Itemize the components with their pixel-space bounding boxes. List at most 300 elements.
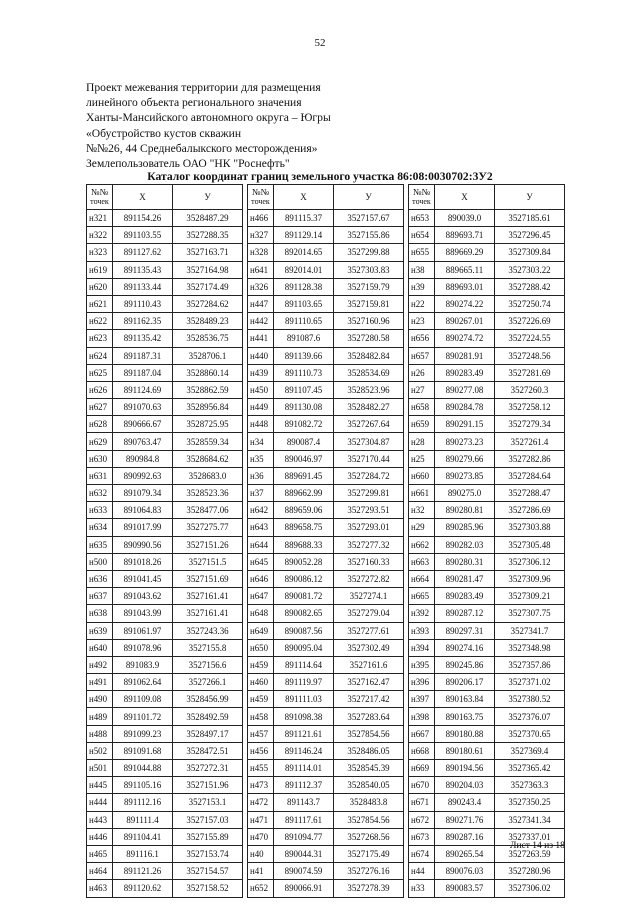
table-row bbox=[87, 708, 243, 725]
table-row bbox=[409, 433, 565, 450]
table-row bbox=[248, 845, 404, 862]
y-coordinate-cell: 3528472.51 bbox=[173, 742, 243, 759]
point-id-cell: н672 bbox=[409, 811, 435, 828]
x-coordinate-cell: 890243.4 bbox=[435, 794, 495, 811]
y-coordinate-cell: 3527341.7 bbox=[495, 622, 565, 639]
x-coordinate-cell: 890279.66 bbox=[435, 450, 495, 467]
point-id-cell: н460 bbox=[248, 674, 274, 691]
table-row bbox=[409, 364, 565, 381]
table-row bbox=[409, 588, 565, 605]
header-line: №№26, 44 Среднебалыкского месторождения» bbox=[86, 141, 318, 155]
x-coordinate-cell: 890265.54 bbox=[435, 845, 495, 862]
x-coordinate-cell: 889691.45 bbox=[274, 467, 334, 484]
point-id-cell: н662 bbox=[409, 536, 435, 553]
table-row bbox=[87, 485, 243, 502]
x-coordinate-cell: 890206.17 bbox=[435, 674, 495, 691]
y-coordinate-cell: 3527306.12 bbox=[495, 553, 565, 570]
y-coordinate-cell: 3527156.6 bbox=[173, 656, 243, 673]
table-row bbox=[409, 399, 565, 416]
y-coordinate-cell: 3528482.27 bbox=[334, 399, 404, 416]
y-coordinate-cell: 3527154.57 bbox=[173, 863, 243, 880]
x-coordinate-cell: 889659.06 bbox=[274, 502, 334, 519]
x-coordinate-cell: 890087.56 bbox=[274, 622, 334, 639]
x-coordinate-cell: 891109.08 bbox=[113, 691, 173, 708]
x-coordinate-cell: 890287.12 bbox=[435, 605, 495, 622]
table-row bbox=[248, 777, 404, 794]
table-row bbox=[248, 313, 404, 330]
table-row bbox=[87, 210, 243, 227]
point-id-cell: н667 bbox=[409, 725, 435, 742]
point-id-cell: н658 bbox=[409, 399, 435, 416]
x-coordinate-cell: 890087.4 bbox=[274, 433, 334, 450]
point-id-cell: н489 bbox=[87, 708, 113, 725]
point-id-cell: н650 bbox=[248, 639, 274, 656]
point-id-cell: н472 bbox=[248, 794, 274, 811]
point-id-cell: н396 bbox=[409, 674, 435, 691]
point-id-cell: н44 bbox=[409, 863, 435, 880]
table-row bbox=[409, 244, 565, 261]
table-row bbox=[248, 794, 404, 811]
x-coordinate-cell: 890273.23 bbox=[435, 433, 495, 450]
table-row bbox=[87, 639, 243, 656]
x-coordinate-cell: 891133.44 bbox=[113, 278, 173, 295]
table-row bbox=[87, 227, 243, 244]
table-row bbox=[409, 605, 565, 622]
point-id-cell: н464 bbox=[87, 863, 113, 880]
x-coordinate-cell: 891082.72 bbox=[274, 416, 334, 433]
x-coordinate-cell: 890273.85 bbox=[435, 467, 495, 484]
y-coordinate-cell: 3527288.35 bbox=[173, 227, 243, 244]
point-id-cell: н463 bbox=[87, 880, 113, 897]
y-coordinate-cell: 3527159.81 bbox=[334, 295, 404, 312]
point-id-cell: н491 bbox=[87, 674, 113, 691]
x-coordinate-cell: 891135.43 bbox=[113, 261, 173, 278]
point-id-cell: н634 bbox=[87, 519, 113, 536]
point-header-line2: точек bbox=[251, 197, 270, 206]
x-coordinate-cell: 891094.77 bbox=[274, 828, 334, 845]
y-coordinate-cell: 3527305.48 bbox=[495, 536, 565, 553]
point-id-cell: н626 bbox=[87, 381, 113, 398]
table-row bbox=[248, 399, 404, 416]
y-coordinate-cell: 3527268.56 bbox=[334, 828, 404, 845]
y-coordinate-cell: 3527275.77 bbox=[173, 519, 243, 536]
point-id-cell: н322 bbox=[87, 227, 113, 244]
x-coordinate-cell: 889658.75 bbox=[274, 519, 334, 536]
table-header-row bbox=[87, 185, 243, 210]
table-row bbox=[409, 210, 565, 227]
y-coordinate-cell: 3527224.55 bbox=[495, 330, 565, 347]
y-coordinate-cell: 3527296.45 bbox=[495, 227, 565, 244]
point-id-cell: н471 bbox=[248, 811, 274, 828]
point-id-cell: н648 bbox=[248, 605, 274, 622]
y-coordinate-cell: 3527369.4 bbox=[495, 742, 565, 759]
y-coordinate-cell: 3527341.34 bbox=[495, 811, 565, 828]
y-coordinate-cell: 3527243.36 bbox=[173, 622, 243, 639]
y-coordinate-cell: 3527151.5 bbox=[173, 553, 243, 570]
y-column-header: У bbox=[495, 185, 565, 210]
x-coordinate-cell: 891187.04 bbox=[113, 364, 173, 381]
x-column-header: X bbox=[113, 185, 173, 210]
y-coordinate-cell: 3528523.96 bbox=[334, 381, 404, 398]
table-row bbox=[87, 450, 243, 467]
table-row bbox=[87, 330, 243, 347]
y-coordinate-cell: 3527155.8 bbox=[173, 639, 243, 656]
y-coordinate-cell: 3527286.69 bbox=[495, 502, 565, 519]
table-row bbox=[87, 536, 243, 553]
y-coordinate-cell: 3527155.86 bbox=[334, 227, 404, 244]
table-row bbox=[87, 880, 243, 897]
y-coordinate-cell: 3527157.67 bbox=[334, 210, 404, 227]
point-id-cell: н488 bbox=[87, 725, 113, 742]
y-coordinate-cell: 3527299.81 bbox=[334, 485, 404, 502]
table-row bbox=[248, 330, 404, 347]
table-row bbox=[248, 227, 404, 244]
table-row bbox=[87, 760, 243, 777]
x-coordinate-cell: 891018.26 bbox=[113, 553, 173, 570]
x-coordinate-cell: 891098.38 bbox=[274, 708, 334, 725]
x-coordinate-cell: 890763.47 bbox=[113, 433, 173, 450]
y-coordinate-cell: 3527151.26 bbox=[173, 536, 243, 553]
x-coordinate-cell: 891105.16 bbox=[113, 777, 173, 794]
y-coordinate-cell: 3527153.1 bbox=[173, 794, 243, 811]
table-row bbox=[87, 416, 243, 433]
x-coordinate-cell: 891143.7 bbox=[274, 794, 334, 811]
y-coordinate-cell: 3528477.06 bbox=[173, 502, 243, 519]
y-coordinate-cell: 3527284.62 bbox=[173, 295, 243, 312]
point-id-cell: н446 bbox=[87, 828, 113, 845]
table-row bbox=[409, 295, 565, 312]
x-coordinate-cell: 890204.03 bbox=[435, 777, 495, 794]
point-id-cell: н455 bbox=[248, 760, 274, 777]
y-coordinate-cell: 3527277.61 bbox=[334, 622, 404, 639]
table-row bbox=[248, 416, 404, 433]
header-line: Проект межевания территории для размещения bbox=[86, 81, 321, 94]
y-coordinate-cell: 3527226.69 bbox=[495, 313, 565, 330]
point-id-cell: н449 bbox=[248, 399, 274, 416]
y-coordinate-cell: 3527309.21 bbox=[495, 588, 565, 605]
point-id-cell: н466 bbox=[248, 210, 274, 227]
x-coordinate-cell: 890194.56 bbox=[435, 760, 495, 777]
table-row bbox=[409, 519, 565, 536]
point-id-cell: н643 bbox=[248, 519, 274, 536]
point-id-cell: н28 bbox=[409, 433, 435, 450]
table-row bbox=[409, 691, 565, 708]
x-coordinate-cell: 891121.26 bbox=[113, 863, 173, 880]
point-id-cell: н448 bbox=[248, 416, 274, 433]
x-coordinate-cell: 891101.72 bbox=[113, 708, 173, 725]
point-id-cell: н636 bbox=[87, 570, 113, 587]
header-line: Землепользователь ОАО "НК "Роснефть" bbox=[86, 157, 290, 171]
coordinate-table bbox=[86, 184, 243, 898]
y-coordinate-cell: 3527161.41 bbox=[173, 588, 243, 605]
point-id-cell: н473 bbox=[248, 777, 274, 794]
point-id-cell: н465 bbox=[87, 845, 113, 862]
point-id-cell: н641 bbox=[248, 261, 274, 278]
header-line: Ханты-Мансийского автономного округа – Югры bbox=[86, 111, 331, 125]
y-coordinate-cell: 3527371.02 bbox=[495, 674, 565, 691]
table-row bbox=[87, 691, 243, 708]
x-coordinate-cell: 889669.29 bbox=[435, 244, 495, 261]
y-coordinate-cell: 3527276.16 bbox=[334, 863, 404, 880]
y-column-header: У bbox=[334, 185, 404, 210]
table-row bbox=[409, 330, 565, 347]
y-coordinate-cell: 3527288.42 bbox=[495, 278, 565, 295]
y-coordinate-cell: 3527307.75 bbox=[495, 605, 565, 622]
table-row bbox=[87, 674, 243, 691]
y-coordinate-cell: 3527380.52 bbox=[495, 691, 565, 708]
x-coordinate-cell: 890044.31 bbox=[274, 845, 334, 862]
table-row bbox=[248, 364, 404, 381]
table-row bbox=[87, 777, 243, 794]
point-id-cell: н492 bbox=[87, 656, 113, 673]
x-coordinate-cell: 891128.38 bbox=[274, 278, 334, 295]
point-id-cell: н442 bbox=[248, 313, 274, 330]
x-coordinate-cell: 891099.23 bbox=[113, 725, 173, 742]
table-row bbox=[248, 210, 404, 227]
table-row bbox=[409, 742, 565, 759]
point-id-cell: н456 bbox=[248, 742, 274, 759]
table-row bbox=[409, 347, 565, 364]
table-row bbox=[87, 244, 243, 261]
table-row bbox=[87, 605, 243, 622]
point-header-line1: №№ bbox=[412, 187, 431, 197]
x-coordinate-cell: 891162.35 bbox=[113, 313, 173, 330]
x-coordinate-cell: 890274.72 bbox=[435, 330, 495, 347]
y-coordinate-cell: 3527282.86 bbox=[495, 450, 565, 467]
x-coordinate-cell: 890074.59 bbox=[274, 863, 334, 880]
x-coordinate-cell: 890992.63 bbox=[113, 467, 173, 484]
coordinate-tables bbox=[86, 184, 574, 898]
table-row bbox=[248, 570, 404, 587]
y-coordinate-cell: 3527217.42 bbox=[334, 691, 404, 708]
x-coordinate-cell: 891110.43 bbox=[113, 295, 173, 312]
x-coordinate-cell: 890282.03 bbox=[435, 536, 495, 553]
y-coordinate-cell: 3527164.98 bbox=[173, 261, 243, 278]
point-id-cell: н440 bbox=[248, 347, 274, 364]
point-id-cell: н649 bbox=[248, 622, 274, 639]
table-row bbox=[248, 244, 404, 261]
x-coordinate-cell: 891154.26 bbox=[113, 210, 173, 227]
point-header-line2: точек bbox=[412, 197, 431, 206]
y-coordinate-cell: 3527260.3 bbox=[495, 381, 565, 398]
table-row bbox=[409, 467, 565, 484]
table-row bbox=[87, 742, 243, 759]
point-id-cell: н655 bbox=[409, 244, 435, 261]
x-coordinate-cell: 890245.86 bbox=[435, 656, 495, 673]
point-id-cell: н668 bbox=[409, 742, 435, 759]
y-coordinate-cell: 3527263.59 bbox=[495, 845, 565, 862]
table-row bbox=[87, 588, 243, 605]
y-coordinate-cell: 3527279.34 bbox=[495, 416, 565, 433]
y-coordinate-cell: 3527303.83 bbox=[334, 261, 404, 278]
y-coordinate-cell: 3527303.88 bbox=[495, 519, 565, 536]
table-row bbox=[409, 725, 565, 742]
y-coordinate-cell: 3527357.86 bbox=[495, 656, 565, 673]
y-coordinate-cell: 3527306.02 bbox=[495, 880, 565, 897]
table-row bbox=[87, 467, 243, 484]
x-coordinate-cell: 891112.16 bbox=[113, 794, 173, 811]
point-id-cell: н397 bbox=[409, 691, 435, 708]
header-line: «Обустройство кустов скважин bbox=[86, 126, 242, 140]
y-coordinate-cell: 3527153.74 bbox=[173, 845, 243, 862]
point-id-cell: н321 bbox=[87, 210, 113, 227]
x-coordinate-cell: 891043.99 bbox=[113, 605, 173, 622]
y-coordinate-cell: 3527277.32 bbox=[334, 536, 404, 553]
y-coordinate-cell: 3528725.95 bbox=[173, 416, 243, 433]
x-coordinate-cell: 891083.9 bbox=[113, 656, 173, 673]
y-coordinate-cell: 3527288.47 bbox=[495, 485, 565, 502]
point-id-cell: н638 bbox=[87, 605, 113, 622]
table-row bbox=[87, 863, 243, 880]
point-id-cell: н25 bbox=[409, 450, 435, 467]
x-coordinate-cell: 890283.49 bbox=[435, 588, 495, 605]
table-row bbox=[87, 433, 243, 450]
y-coordinate-cell: 3527160.33 bbox=[334, 553, 404, 570]
point-id-cell: н661 bbox=[409, 485, 435, 502]
x-coordinate-cell: 890281.91 bbox=[435, 347, 495, 364]
point-id-cell: н646 bbox=[248, 570, 274, 587]
point-id-cell: н441 bbox=[248, 330, 274, 347]
point-id-cell: н627 bbox=[87, 399, 113, 416]
table-row bbox=[409, 502, 565, 519]
x-coordinate-cell: 891043.62 bbox=[113, 588, 173, 605]
table-row bbox=[409, 656, 565, 673]
y-coordinate-cell: 3527309.84 bbox=[495, 244, 565, 261]
point-id-cell: н624 bbox=[87, 347, 113, 364]
table-row bbox=[87, 261, 243, 278]
x-coordinate-cell: 891104.41 bbox=[113, 828, 173, 845]
table-row bbox=[409, 553, 565, 570]
point-id-cell: н39 bbox=[409, 278, 435, 295]
y-coordinate-cell: 3527293.51 bbox=[334, 502, 404, 519]
x-coordinate-cell: 890274.22 bbox=[435, 295, 495, 312]
point-id-cell: н328 bbox=[248, 244, 274, 261]
point-id-cell: н644 bbox=[248, 536, 274, 553]
table-row bbox=[248, 811, 404, 828]
table-row bbox=[248, 742, 404, 759]
point-id-cell: н660 bbox=[409, 467, 435, 484]
point-id-cell: н674 bbox=[409, 845, 435, 862]
table-row bbox=[87, 502, 243, 519]
point-id-cell: н40 bbox=[248, 845, 274, 862]
x-coordinate-cell: 891044.88 bbox=[113, 760, 173, 777]
x-coordinate-cell: 891062.64 bbox=[113, 674, 173, 691]
point-id-cell: н38 bbox=[409, 261, 435, 278]
y-coordinate-cell: 3527185.61 bbox=[495, 210, 565, 227]
y-coordinate-cell: 3527350.25 bbox=[495, 794, 565, 811]
table-row bbox=[248, 485, 404, 502]
point-id-cell: н37 bbox=[248, 485, 274, 502]
table-row bbox=[248, 656, 404, 673]
x-coordinate-cell: 890281.47 bbox=[435, 570, 495, 587]
table-row bbox=[409, 570, 565, 587]
point-id-cell: н395 bbox=[409, 656, 435, 673]
point-id-cell: н619 bbox=[87, 261, 113, 278]
x-coordinate-cell: 891121.61 bbox=[274, 725, 334, 742]
x-coordinate-cell: 891115.37 bbox=[274, 210, 334, 227]
x-coordinate-cell: 891079.34 bbox=[113, 485, 173, 502]
x-column-header: X bbox=[274, 185, 334, 210]
table-header-row bbox=[409, 185, 565, 210]
y-coordinate-cell: 3528545.39 bbox=[334, 760, 404, 777]
table-row bbox=[248, 760, 404, 777]
point-id-cell: н637 bbox=[87, 588, 113, 605]
table-row bbox=[409, 639, 565, 656]
y-coordinate-cell: 3528482.84 bbox=[334, 347, 404, 364]
table-row bbox=[248, 605, 404, 622]
x-coordinate-cell: 891103.65 bbox=[274, 295, 334, 312]
point-id-cell: н635 bbox=[87, 536, 113, 553]
y-coordinate-cell: 3528559.34 bbox=[173, 433, 243, 450]
point-id-cell: н633 bbox=[87, 502, 113, 519]
x-coordinate-cell: 891111.4 bbox=[113, 811, 173, 828]
table-row bbox=[409, 381, 565, 398]
point-id-cell: н26 bbox=[409, 364, 435, 381]
x-coordinate-cell: 890267.01 bbox=[435, 313, 495, 330]
table-row bbox=[409, 708, 565, 725]
y-coordinate-cell: 3527299.88 bbox=[334, 244, 404, 261]
y-coordinate-cell: 3527272.82 bbox=[334, 570, 404, 587]
y-coordinate-cell: 3527280.96 bbox=[495, 863, 565, 880]
table-row bbox=[409, 794, 565, 811]
table-row bbox=[87, 656, 243, 673]
point-id-cell: н657 bbox=[409, 347, 435, 364]
point-column-header bbox=[409, 185, 435, 210]
table-row bbox=[409, 450, 565, 467]
point-id-cell: н620 bbox=[87, 278, 113, 295]
x-coordinate-cell: 890076.03 bbox=[435, 863, 495, 880]
header-line: линейного объекта регионального значения bbox=[86, 96, 302, 110]
table-row bbox=[409, 674, 565, 691]
point-id-cell: н502 bbox=[87, 742, 113, 759]
x-coordinate-cell: 891127.62 bbox=[113, 244, 173, 261]
y-coordinate-cell: 3527161.6 bbox=[334, 656, 404, 673]
point-id-cell: н623 bbox=[87, 330, 113, 347]
x-coordinate-cell: 891041.45 bbox=[113, 570, 173, 587]
point-id-cell: н640 bbox=[87, 639, 113, 656]
point-id-cell: н447 bbox=[248, 295, 274, 312]
x-coordinate-cell: 891064.83 bbox=[113, 502, 173, 519]
y-coordinate-cell: 3527284.64 bbox=[495, 467, 565, 484]
x-coordinate-cell: 891129.14 bbox=[274, 227, 334, 244]
table-row bbox=[248, 536, 404, 553]
table-row bbox=[248, 553, 404, 570]
x-coordinate-cell: 891117.61 bbox=[274, 811, 334, 828]
y-coordinate-cell: 3527370.65 bbox=[495, 725, 565, 742]
point-id-cell: н628 bbox=[87, 416, 113, 433]
point-header-line2: точек bbox=[90, 197, 109, 206]
y-coordinate-cell: 3527280.58 bbox=[334, 330, 404, 347]
y-coordinate-cell: 3527151.96 bbox=[173, 777, 243, 794]
x-coordinate-cell: 891187.31 bbox=[113, 347, 173, 364]
point-id-cell: н673 bbox=[409, 828, 435, 845]
y-coordinate-cell: 3528684.62 bbox=[173, 450, 243, 467]
point-id-cell: н41 bbox=[248, 863, 274, 880]
table-row bbox=[87, 811, 243, 828]
x-coordinate-cell: 890081.72 bbox=[274, 588, 334, 605]
x-coordinate-cell: 890163.75 bbox=[435, 708, 495, 725]
y-coordinate-cell: 3528860.14 bbox=[173, 364, 243, 381]
x-coordinate-cell: 890271.76 bbox=[435, 811, 495, 828]
point-id-cell: н445 bbox=[87, 777, 113, 794]
table-row bbox=[248, 622, 404, 639]
x-coordinate-cell: 890046.97 bbox=[274, 450, 334, 467]
y-column-header: У bbox=[173, 185, 243, 210]
y-coordinate-cell: 3527248.56 bbox=[495, 347, 565, 364]
y-coordinate-cell: 3528497.17 bbox=[173, 725, 243, 742]
point-id-cell: н652 bbox=[248, 880, 274, 897]
x-coordinate-cell: 890095.04 bbox=[274, 639, 334, 656]
